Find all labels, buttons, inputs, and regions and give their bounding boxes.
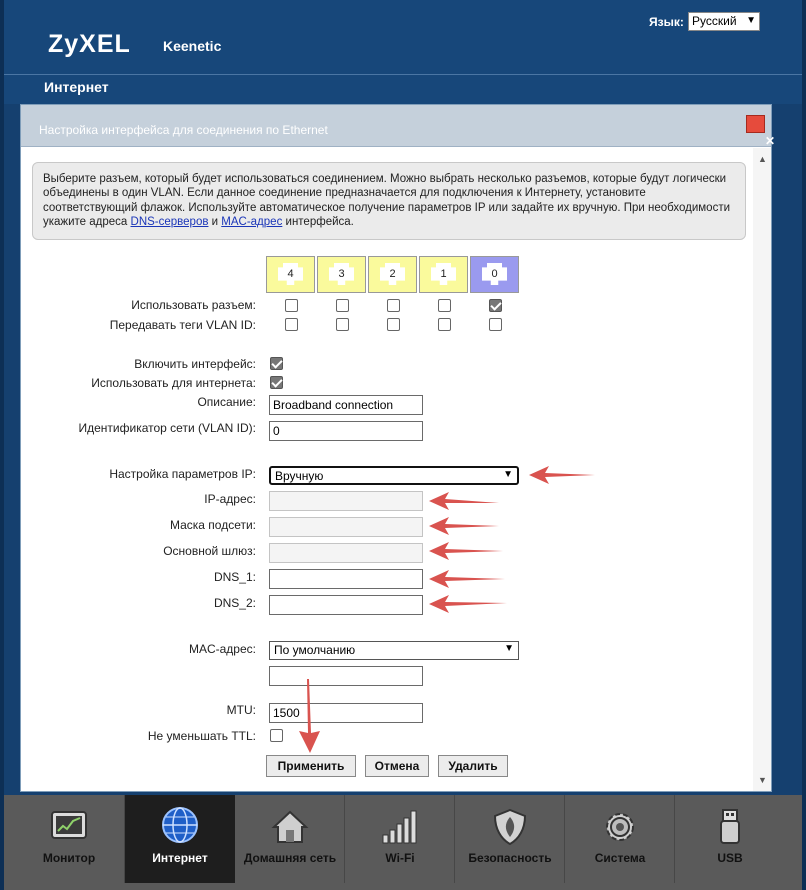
vlan-tags-label: Передавать теги VLAN ID: [109, 318, 256, 332]
vlan-tags-port-2-checkbox[interactable] [387, 318, 400, 331]
nav-item-wifi[interactable] [345, 795, 455, 883]
window-frame-left [0, 0, 4, 890]
close-button[interactable] [746, 115, 776, 148]
subnet-mask-label: Маска подсети: [169, 518, 256, 532]
window-frame-right [802, 0, 806, 890]
vlan-id-input[interactable]: 0 [269, 421, 423, 441]
nav-label: Безопасность [468, 851, 552, 865]
usb-icon [710, 807, 750, 847]
use-port-3-checkbox[interactable] [336, 299, 349, 312]
ip-address-input[interactable] [269, 491, 423, 511]
chevron-down-icon: ▼ [504, 643, 514, 654]
dialog-scrollbar[interactable] [753, 148, 771, 791]
annotation-arrow-icon [427, 593, 509, 615]
wifi-signal-icon [380, 807, 420, 847]
port-number: 2 [389, 268, 396, 280]
gear-icon [600, 807, 640, 847]
language-value: Русский [692, 14, 737, 28]
dns1-input[interactable] [269, 569, 423, 589]
language-label: Язык: [649, 15, 684, 29]
dialog-titlebar [21, 105, 776, 148]
delete-button[interactable]: Удалить [438, 755, 508, 777]
enable-interface-label: Включить интерфейс: [134, 357, 256, 371]
use-port-label: Использовать разъем: [131, 298, 256, 312]
annotation-arrow-icon [427, 540, 505, 562]
language-select[interactable] [688, 12, 760, 31]
dns2-input[interactable] [269, 595, 423, 615]
vlan-tags-port-3-checkbox[interactable] [336, 318, 349, 331]
nav-item-internet[interactable] [125, 795, 235, 883]
annotation-arrow-icon [427, 490, 501, 512]
port-number: 1 [440, 268, 447, 280]
use-port-1-checkbox[interactable] [438, 299, 451, 312]
port-number: 3 [338, 268, 345, 280]
chevron-down-icon: ▼ [746, 15, 756, 26]
no-decrease-ttl-label: Не уменьшать TTL: [147, 729, 256, 743]
dns1-label: DNS_1: [213, 570, 256, 584]
dns2-label: DNS_2: [213, 596, 256, 610]
ethernet-settings-dialog [20, 104, 776, 792]
enable-interface-checkbox[interactable] [270, 357, 283, 370]
annotation-arrow-icon [427, 515, 501, 537]
vlan-tags-port-1-checkbox[interactable] [438, 318, 451, 331]
port-0 [470, 256, 519, 293]
annotation-arrow-icon [527, 464, 597, 486]
port-number: 4 [287, 268, 294, 280]
dialog-title: Настройка интерфейса для соединения по Ethernet [39, 123, 328, 137]
mac-address-select[interactable] [269, 641, 519, 660]
nav-label: USB [717, 851, 743, 865]
apply-button[interactable]: Применить [266, 755, 356, 777]
header-divider [4, 74, 802, 75]
dns-servers-link[interactable]: DNS-серверов [130, 216, 209, 229]
mac-address-link[interactable]: MAC-адрес [221, 216, 283, 229]
shield-icon [490, 807, 530, 847]
nav-label: Домашняя сеть [243, 851, 337, 865]
vlan-tags-port-4-checkbox[interactable] [285, 318, 298, 331]
close-icon: ✕ [765, 134, 776, 148]
use-for-internet-label: Использовать для интернета: [91, 376, 256, 390]
nav-label: Wi-Fi [385, 851, 415, 865]
port-3 [317, 256, 366, 293]
home-icon [270, 807, 310, 847]
nav-label: Система [594, 851, 646, 865]
no-decrease-ttl-checkbox[interactable] [270, 729, 283, 742]
port-number: 0 [491, 268, 498, 280]
use-port-4-checkbox[interactable] [285, 299, 298, 312]
monitor-icon [49, 807, 89, 847]
info-box [32, 162, 746, 240]
nav-label: Интернет [152, 851, 208, 865]
mtu-input[interactable]: 1500 [269, 703, 423, 723]
mac-address-label: MAC-адрес: [188, 642, 256, 656]
use-port-2-checkbox[interactable] [387, 299, 400, 312]
vlan-id-label: Идентификатор сети (VLAN ID): [78, 421, 256, 435]
ip-settings-value: Вручную [275, 469, 324, 483]
mac-custom-input[interactable] [269, 666, 423, 686]
port-2 [368, 256, 417, 293]
globe-icon [160, 807, 200, 847]
ip-address-label: IP-адрес: [204, 492, 256, 506]
port-4 [266, 256, 315, 293]
subnet-mask-input[interactable] [269, 517, 423, 537]
ip-settings-label: Настройка параметров IP: [109, 467, 256, 481]
description-label: Описание: [197, 395, 256, 409]
nav-item-home-network[interactable] [235, 795, 345, 883]
model-name: Keenetic [163, 38, 222, 54]
info-text-and: и [208, 216, 222, 229]
nav-item-system[interactable] [565, 795, 675, 883]
info-text: Выберите разъем, который будет использоваться соединением. Можно выбрать несколько разъемов, которые будут логически объединены в один VLAN. Если данное соединение предназначается для подключения к Интернету, установите соответствующий флажок. Используйте автоматическое получение параметров IP или задайте их вручную. При необходимости укажите адреса [43, 173, 731, 229]
description-input[interactable]: Broadband connection [269, 395, 423, 415]
cancel-button[interactable]: Отмена [365, 755, 429, 777]
scroll-up-icon[interactable]: ▲ [758, 154, 767, 164]
scroll-down-icon[interactable]: ▼ [758, 775, 767, 785]
page-title: Интернет [44, 79, 109, 95]
bottom-navigation [4, 795, 802, 890]
port-1 [419, 256, 468, 293]
mac-address-value: По умолчанию [274, 643, 356, 657]
nav-item-security[interactable] [455, 795, 565, 883]
chevron-down-icon: ▼ [503, 469, 513, 480]
info-text-end: интерфейса. [282, 216, 354, 229]
zyxel-logo: ZyXEL [48, 30, 131, 58]
nav-item-monitor[interactable] [14, 795, 124, 883]
gateway-label: Основной шлюз: [163, 544, 256, 558]
header [4, 0, 802, 104]
nav-label: Монитор [42, 851, 96, 865]
ip-settings-select[interactable] [269, 466, 519, 485]
nav-item-usb[interactable] [675, 795, 785, 883]
use-port-0-checkbox[interactable] [489, 299, 502, 312]
use-for-internet-checkbox[interactable] [270, 376, 283, 389]
annotation-arrow-icon [427, 568, 507, 590]
vlan-tags-port-0-checkbox[interactable] [489, 318, 502, 331]
mtu-label: MTU: [226, 703, 256, 717]
gateway-input[interactable] [269, 543, 423, 563]
annotation-arrow-down-icon [296, 677, 324, 755]
